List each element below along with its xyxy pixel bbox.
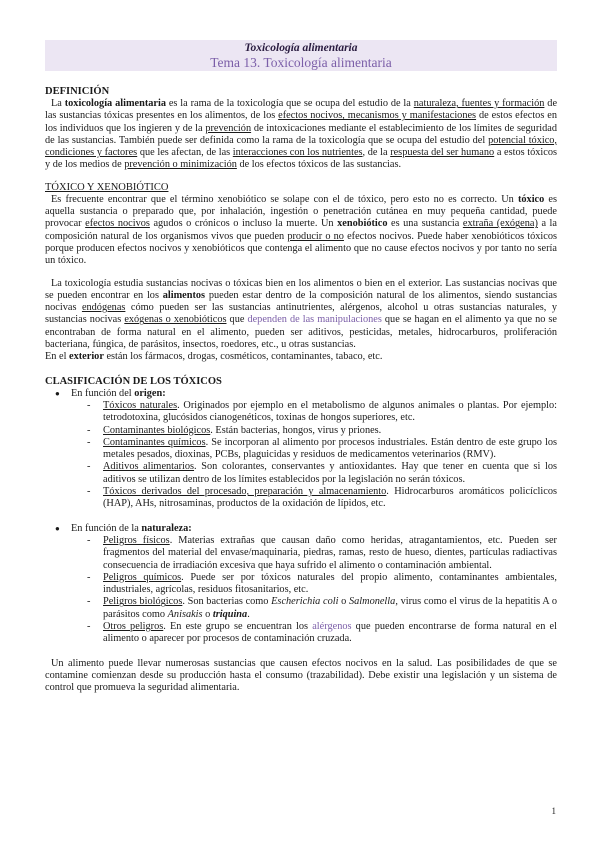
section-heading-clasificacion: CLASIFICACIÓN DE LOS TÓXICOS bbox=[45, 375, 222, 387]
list-item: - Aditivos alimentarios. Son colorantes, conservantes y antioxidantes. Hay que tener en cuenta que si los aditivos se utilizan dentro de los límites establecidos por la legislación no serán tóxicos. bbox=[87, 461, 557, 486]
closing-paragraph: Un alimento puede llevar numerosas sustancias que causen efectos nocivos en la salud. Las posibilidades de que se contamine comienzan desde su producción hasta el consumo (trazabilidad). Debe existir una legislación y un sistema de control que promueva la seguridad alimentaria. bbox=[45, 657, 557, 694]
list-item: ● En función del origen: - Tóxicos naturales. Originados por ejemplo en el metabolismo de algunos animales o plantas. Por ejemplo: tetrodotoxina, glucósidos cianogenéticos, toxinas de hongos superiores, etc. - Contaminantes biológicos. Están bacterias, hongos, virus y priones. - Contaminantes químicos. Se incorporan al alimento por procesos industriales. Están dentro de este grupo los metales pesados, dioxinas, PCBs, plaguicidas y residuos de medicamentos veterinarios (RMV). - Aditivos alimentarios. Son colorantes, conservantes y antioxidantes. Hay que tener en cuenta que si los aditivos se utilizan dentro de los límites establecidos por la legislación no serán tóxicos. - Tóxicos derivados del procesado, preparación y almacenamiento. Hidrocarburos aromáticos policíclicos (HAP), AHs, nitrosaminas, productos de la oxidación de lípidos, etc. bbox=[55, 388, 557, 511]
section-heading-toxico: TÓXICO Y XENOBIÓTICO bbox=[45, 181, 169, 193]
page-title: Tema 13. Toxicología alimentaria bbox=[210, 55, 392, 70]
definicion-paragraph: La toxicología alimentaria es la rama de la toxicología que se ocupa del estudio de la naturaleza, fuentes y formación de las sustancias tóxicas presentes en los alimentos, de los efectos nocivos, mecanismos y manifestaciones de estos efectos en los individuos que los ingieren y de la prevención de intoxicaciones mediante el establecimiento de los límites de seguridad de las sustancias. También puede ser definida como la rama de la toxicología que se ocupa del estudio del potencial tóxico, condiciones y factores que les afectan, de las interacciones con los nutrientes, de la respuesta del ser humano a estos tóxicos y de los medios de prevención o minimización de los efectos tóxicos de las sustancias. bbox=[45, 98, 558, 171]
list-item: - Tóxicos naturales. Originados por ejemplo en el metabolismo de algunos animales o plantas. Por ejemplo: tetrodotoxina, glucósidos cianogenéticos, toxinas de hongos superiores, etc. bbox=[87, 400, 557, 425]
classification-list-origen bbox=[45, 388, 557, 511]
document-page bbox=[45, 40, 557, 694]
title-banner bbox=[45, 40, 557, 71]
toxico-paragraph-1: Es frecuente encontrar que el término xenobiótico se solape con el de tóxico, pero esto no es correcto. Un tóxico es aquella sustancia o preparado que, por inhalación, ingestión o penetración cutánea en muy pequeña cantidad, puede provocar efectos nocivos agudos o crónicos o incluso la muerte. Un xenobiótico es una sustancia extraña (exógena) a la composición natural de los organismos vivos que pueden producir o no efectos nocivos. Puede haber xenobióticos tóxicos porque producen efectos nocivos y xenobióticos que contenga el alimento que no cause efectos nocivos y por tanto no sería un tóxico. bbox=[45, 193, 558, 267]
page-number: 1 bbox=[551, 806, 556, 816]
list-item: - Peligros químicos. Puede ser por tóxicos naturales del propio alimento, contaminantes ambientales, industriales, agrícolas, residuos fitosanitarios, etc. bbox=[87, 572, 557, 597]
section-heading-definicion: DEFINICIÓN bbox=[45, 86, 110, 97]
list-item: - Otros peligros. En este grupo se encuentran los alérgenos que pueden encontrarse de forma natural en el alimento o aparecer por procesos de contaminación cruzada. bbox=[87, 621, 557, 646]
subject-label: Toxicología alimentaria bbox=[244, 42, 358, 54]
list-item: - Tóxicos derivados del procesado, preparación y almacenamiento. Hidrocarburos aromáticos policíclicos (HAP), AHs, nitrosaminas, productos de la oxidación de lípidos, etc. bbox=[87, 486, 557, 511]
classification-list-naturaleza bbox=[45, 523, 557, 646]
list-item: - Contaminantes biológicos. Están bacterias, hongos, virus y priones. bbox=[87, 425, 557, 437]
list-item: - Peligros biológicos. Son bacterias como Escherichia coli o Salmonella, virus como el virus de la hepatitis A o parásitos como Anisakis o triquina. bbox=[87, 596, 557, 621]
list-item: - Contaminantes químicos. Se incorporan al alimento por procesos industriales. Están dentro de este grupo los metales pesados, dioxinas, PCBs, plaguicidas y residuos de medicamentos veterinarios (RMV). bbox=[87, 437, 557, 462]
toxico-paragraph-3: En el exterior están los fármacos, drogas, cosméticos, contaminantes, tabaco, etc. bbox=[45, 351, 383, 363]
list-item: - Peligros físicos. Materias extrañas que causan daño como heridas, atragantamientos, etc. Pueden ser fragmentos del material del envase/maquinaria, piedras, ramas, resto de hueso, dientes, partículas radiactivas consecuencia de irradiación excesiva que haya sufrido el alimento o contaminación ambiental. bbox=[87, 535, 557, 572]
list-item: ● En función de la naturaleza: - Peligros físicos. Materias extrañas que causan daño como heridas, atragantamientos, etc. Pueden ser fragmentos del material del envase/maquinaria, piedras, ramas, resto de hueso, dientes, partículas radiactivas consecuencia de irradiación excesiva que haya sufrido el alimento o contaminación ambiental. - Peligros químicos. Puede ser por tóxicos naturales del propio alimento, contaminantes ambientales, industriales, agrícolas, residuos fitosanitarios, etc. - Peligros biológicos. Son bacterias como Escherichia coli o Salmonella, virus como el virus de la hepatitis A o parásitos como Anisakis o triquina. - Otros peligros. En este grupo se encuentran los alérgenos que pueden encontrarse de forma natural en el alimento o aparecer por procesos de contaminación cruzada. bbox=[55, 523, 557, 646]
toxico-paragraph-2: La toxicología estudia sustancias nocivas o tóxicas bien en los alimentos o bien en el exterior. Las sustancias nocivas que se pueden encontrar en los alimentos pueden estar dentro de la composición natural de los alimentos, siendo sustancias nocivas endógenas cómo pueden ser las sustancias antinutrientes, alérgenos, alcohol u otras sustancias naturales, y sustancias nocivas exógenas o xenobióticos que dependen de las manipulaciones que se hagan en el alimento ya que no se encontraban de forma natural en el alimento, pueden ser aditivos, pesticidas, metales, hidrocarburos, proliferación bacteriana, fúngica, de parásitos, insectos, roedores, etc., u otras sustancias. bbox=[45, 277, 558, 351]
